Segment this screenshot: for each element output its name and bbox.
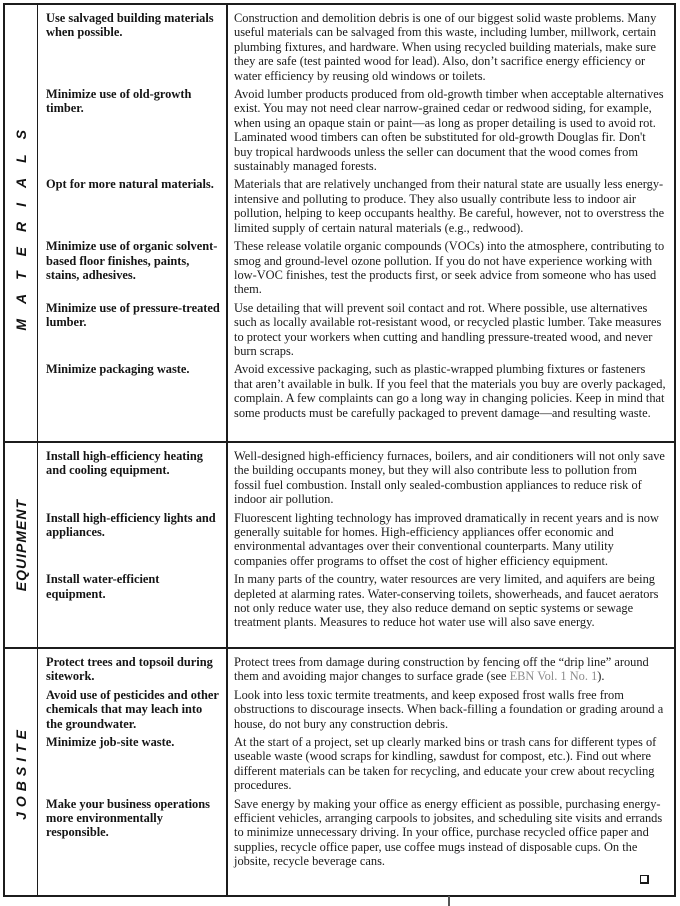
guideline-title: Use salvaged building materials when possible.	[46, 11, 214, 40]
guideline-description: In many parts of the country, water resources are very limited, and aquifers are being depleted at alarming rates. Water-conserving toilets, showerheads, and faucet aerators not only reduce water use, they also reduce demand on septic systems or sewage treatment plants. Measures to reduce hot water use will also save energy.	[234, 572, 659, 630]
guideline-row	[38, 793, 674, 895]
guideline-description: Construction and demolition debris is one of our biggest solid waste problems. Many useful materials can be salvaged from this waste, including lumber, millwork, certain plumbing fixtures, and hardware. When using recycled building materials, make sure they are safe (test painted wood for lead). Also, don’t sacrifice energy efficiency or water efficiency by reusing old windows or toilets.	[234, 11, 657, 83]
guideline-title-cell	[38, 568, 228, 647]
guideline-title-cell	[38, 443, 228, 507]
section-rows-materials	[38, 5, 674, 441]
guideline-title-cell	[38, 5, 228, 83]
guideline-row	[38, 649, 674, 684]
guideline-description: Materials that are relatively unchanged from their natural state are usually less energy-intensive and polluting to produce. They also usually contribute less to indoor air pollution, helping to keep occupants healthy. Be careful, however, not to overstress the limited supply of certain natural materials (e.g., redwood).	[234, 177, 665, 235]
guideline-title: Protect trees and topsoil during sitework.	[46, 655, 213, 684]
guideline-desc-cell	[228, 358, 674, 441]
guideline-desc-cell	[228, 507, 674, 569]
guideline-title-cell	[38, 297, 228, 359]
guideline-row	[38, 235, 674, 297]
guideline-desc-cell	[228, 83, 674, 173]
guideline-desc-cell	[228, 731, 674, 793]
guideline-desc-cell	[228, 235, 674, 297]
guideline-row	[38, 358, 674, 441]
guideline-description: Use detailing that will prevent soil contact and rot. Where possible, use alternatives such as locally available rot-resistant wood, or recycled plastic lumber. Take measures to protect your workers when cutting and handling pressure-treated wood, and never burn scraps.	[234, 300, 662, 358]
guideline-desc-cell	[228, 5, 674, 83]
guideline-title-cell	[38, 235, 228, 297]
guideline-title-cell	[38, 731, 228, 793]
guideline-title: Avoid use of pesticides and other chemicals that may leach into the groundwater.	[46, 687, 219, 731]
guideline-description: Avoid excessive packaging, such as plastic-wrapped plumbing fixtures or fasteners that aren’t available in bulk. If you feel that the materials you buy are overly packaged, complain. A few complaints can go a long way in changing policies. Keep in mind that some products must be carefully packaged to prevent damage—and resulting waste.	[234, 362, 666, 420]
end-of-article-square-icon	[640, 875, 649, 884]
guideline-title-cell	[38, 358, 228, 441]
section-label-column-materials	[5, 5, 38, 441]
guideline-title: Make your business operations more environmentally responsible.	[46, 796, 210, 840]
section-jobsite	[5, 649, 674, 895]
section-materials	[5, 5, 674, 443]
guideline-title-cell	[38, 793, 228, 895]
guideline-title: Minimize packaging waste.	[46, 362, 190, 377]
guideline-title-cell	[38, 507, 228, 569]
guideline-title: Install high-efficiency heating and cooling equipment.	[46, 449, 203, 478]
guidelines-table	[3, 3, 676, 897]
guideline-title: Minimize job-site waste.	[46, 735, 175, 750]
section-equipment	[5, 443, 674, 649]
ebn-volume-reference: EBN Vol. 1 No. 1	[509, 669, 598, 684]
section-rows-equipment	[38, 443, 674, 647]
guideline-description: Well-designed high-efficiency furnaces, boilers, and air conditioners will not only save the building occupants money, but they will also contribute less to pollution from fossil fuel combustion. Install only sealed-combustion appliances to reduce risk of indoor air pollution.	[234, 449, 665, 507]
guideline-row	[38, 684, 674, 731]
guideline-desc-cell	[228, 568, 674, 647]
guideline-title: Opt for more natural materials.	[46, 177, 214, 192]
guideline-desc-cell	[228, 649, 674, 684]
guideline-title: Install water-efficient equipment.	[46, 572, 160, 601]
guideline-title-cell	[38, 173, 228, 235]
guideline-description: At the start of a project, set up clearly marked bins or trash cans for different types of useable waste (wood scraps for kindling, sawdust for compost, etc.). Find out where different materials can be taken for recycling, and educate your crew about recycling procedures.	[234, 735, 657, 793]
guideline-desc-cell	[228, 793, 674, 895]
guideline-desc-cell	[228, 443, 674, 507]
guideline-row	[38, 507, 674, 569]
guideline-desc-cell	[228, 173, 674, 235]
section-label-column-equipment	[5, 443, 38, 647]
guideline-row	[38, 173, 674, 235]
guideline-description: Fluorescent lighting technology has improved dramatically in recent years and is now generally suitable for homes. High-efficiency appliances offer economic and environmental advantages over their conventional counterparts. Many utility companies offer programs to offset the cost of higher efficiency equipment.	[234, 510, 659, 568]
page-bottom-column-rule-fragment	[448, 896, 450, 906]
guideline-row	[38, 297, 674, 359]
guideline-row	[38, 731, 674, 793]
guideline-title: Minimize use of organic solvent-based floor finishes, paints, stains, adhesives.	[46, 239, 218, 282]
guideline-title: Minimize use of pressure-treated lumber.	[46, 300, 220, 330]
guideline-title-cell	[38, 83, 228, 173]
guideline-title: Minimize use of old-growth timber.	[46, 87, 192, 116]
guideline-row	[38, 83, 674, 173]
guideline-description: Save energy by making your office as energy efficient as possible, purchasing energy-efficient vehicles, arranging carpools to jobsites, and scheduling site visits and errands to minimize unnecessary driving. In your office, purchase recycled office paper and supplies, recycle office paper, use coffee mugs instead of disposable cups. On the jobsite, recycle beverage cans.	[234, 796, 663, 869]
guideline-description	[234, 655, 666, 684]
section-label-column-jobsite	[5, 649, 38, 895]
guideline-desc-cell	[228, 297, 674, 359]
guideline-row	[38, 568, 674, 647]
guideline-row	[38, 5, 674, 83]
guideline-row	[38, 443, 674, 507]
section-rows-jobsite	[38, 649, 674, 895]
section-label-equipment: EQUIPMENT	[13, 498, 29, 592]
guideline-description-text: Protect trees from damage during construction by fencing off the “drip line” around them and avoiding major changes to surface grade (see	[234, 655, 649, 684]
section-label-jobsite: JOBSITE	[13, 724, 29, 820]
guideline-title: Install high-efficiency lights and appliances.	[46, 510, 216, 540]
guideline-description: These release volatile organic compounds (VOCs) into the atmosphere, contributing to smog and ground-level ozone pollution. If you do not have experience working with low-VOC finishes, test the products first, or seek advice from someone who has used them.	[234, 239, 665, 297]
guideline-title-cell	[38, 684, 228, 731]
guideline-description-text: ).	[597, 669, 605, 684]
section-label-materials: MATERIALS	[13, 115, 29, 331]
guideline-title-cell	[38, 649, 228, 684]
guideline-description: Avoid lumber products produced from old-growth timber when acceptable alternatives exist. You may not need clear narrow-grained cedar or redwood siding, for example, when using an opaque stain or paint—as long as proper detailing is used to avoid rot. Laminated wood timbers can often be substituted for old-growth Douglas fir. Don't buy tropical hardwoods unless the seller can document that the wood comes from sustainably managed forests.	[234, 87, 664, 174]
guideline-description: Look into less toxic termite treatments, and keep exposed frost walls free from obstructions to discourage insects. When back-filling a foundation or grading around a house, do not bury any construction debris.	[234, 687, 664, 731]
guideline-desc-cell	[228, 684, 674, 731]
